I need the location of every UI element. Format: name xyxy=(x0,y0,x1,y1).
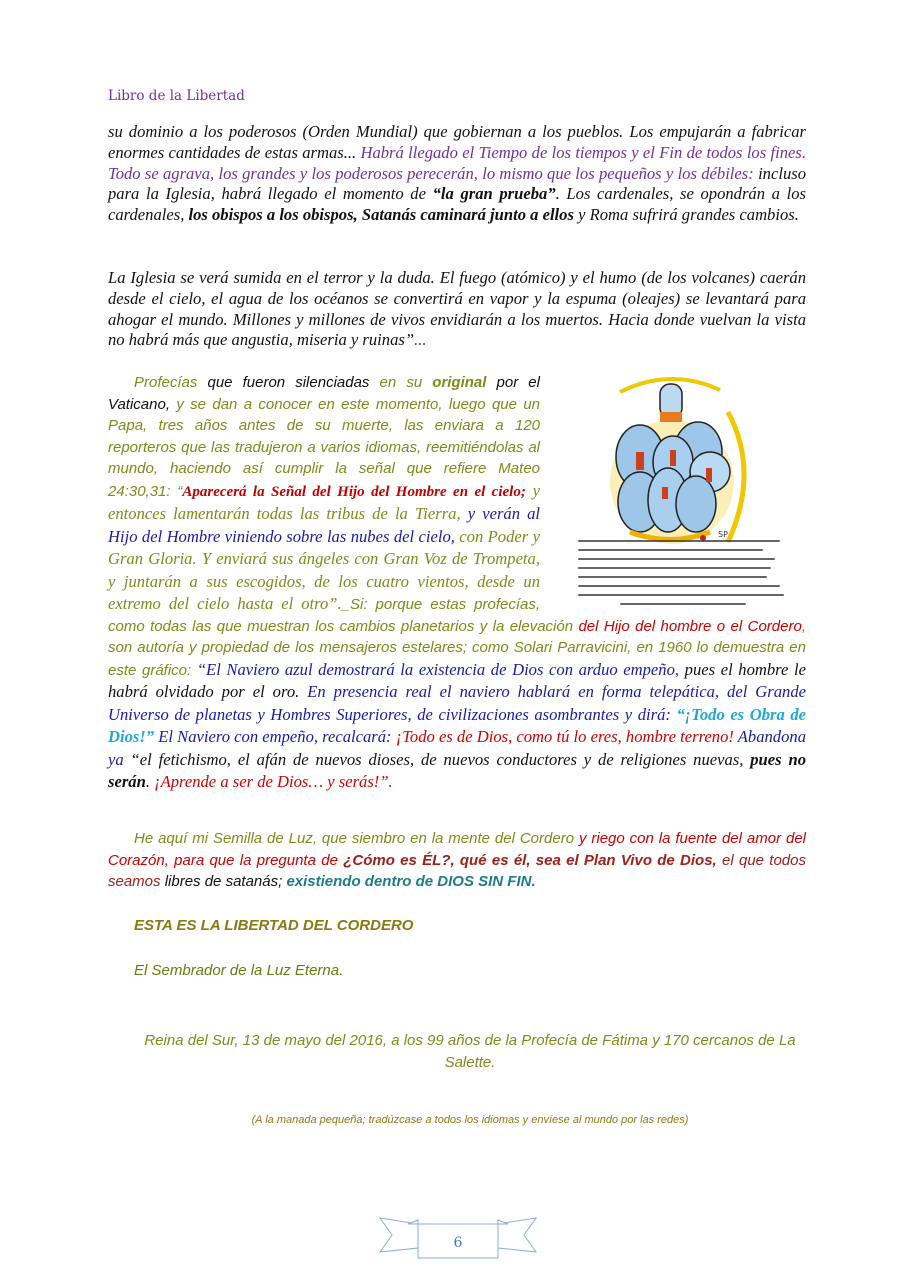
text-span-darkred: el que todos seamos xyxy=(108,851,806,890)
dateline: Reina del Sur, 13 de mayo del 2016, a los 99 años de la Profecía de Fátima y 170 cercanos de La Salette. xyxy=(144,1032,796,1071)
text-span-black: “el fetichismo, el afán de nuevos dioses, de nuevos conductores y de religiones nuevas, xyxy=(130,749,751,769)
text-span-black: libres de satanás; xyxy=(160,873,287,890)
text-span-darkred-bold: ¿Cómo es ÉL?, qué es él, sea el Plan Vivo de Dios, xyxy=(343,851,717,869)
text-span-olive-bold: original xyxy=(432,374,487,391)
text-span-blue: “El Naviero azul demostrará la existencia de Dios con arduo empeño, xyxy=(196,659,680,679)
paragraph-prophecy-continuation xyxy=(108,122,806,226)
footnote: (A la manada pequeña; tradúzcase a todos los idiomas y envíese al mundo por las redes) xyxy=(251,1114,689,1126)
author-signature: El Sembrador de la Luz Eterna. xyxy=(134,962,344,979)
text-span-olive: He aquí mi Semilla de Luz, que siembro en la mente del Cordero xyxy=(134,830,575,847)
text-span-red: del Hijo del hombre o el Cordero xyxy=(578,617,802,635)
text-span-bold: “la gran prueba” xyxy=(432,184,556,204)
text-span-olive: Profecías xyxy=(134,374,198,391)
svg-text:SP: SP xyxy=(718,530,728,539)
text-span-black: por el Vaticano, xyxy=(108,374,540,413)
text-span-olive: , son autoría y propiedad de los mensajeros estelares; como Solari Parravicini, en 1960 lo demuestra en este gráfico: xyxy=(108,617,806,679)
text-span-olive: con Poder y Gran Gloria. Y enviará sus ángeles con Gran Voz de Trompeta, y juntarán a sus escogidos, de los cuatro vientos, desde un extremo del cielo hasta el otro”. xyxy=(108,526,540,613)
text-span-black-bold: pues no serán xyxy=(108,749,806,791)
paragraph-church-terror xyxy=(108,268,806,351)
motto: ESTA ES LA LIBERTAD DEL CORDERO xyxy=(134,917,414,934)
text-span-purple: Habrá llegado el Tiempo de los tiempos y el Fin de todos los fines. Todo se agrava, los grandes y los poderosos perecerán, lo mismo que los pequeños y los débiles: xyxy=(108,142,806,183)
text-span: . Los cardenales, se opondrán a los cardenales, xyxy=(108,184,806,225)
text-span-cyan-bold: “¡Todo es Obra de Dios!” xyxy=(108,704,806,746)
text-span-olive: _Si: porque estas profecías, como todas las que muestran los cambios planetarios y la elevación xyxy=(108,596,579,635)
paragraph-silenced-prophecies xyxy=(108,372,806,794)
text-span: y Roma sufrirá grandes cambios. xyxy=(573,205,799,225)
text-span-olive: y se dan a conocer en este momento, luego que un Papa, tres años antes de su muerte, las enviara a 120 reporteros que las tradujeron a varios idiomas, reemitiéndolas al mundo, haciendo así cumplir la señal que refiere Mateo 24:30,31: “ xyxy=(108,395,540,500)
parravicini-drawing xyxy=(560,372,806,614)
text-span-blue: Abandona ya xyxy=(108,727,806,769)
text-span-black: pues el hombre le habrá olvidado por el oro. xyxy=(108,659,806,701)
ellipsis: ... xyxy=(414,330,427,350)
text-span-red: ¡Aprende a ser de Dios… y serás!”. xyxy=(154,772,393,791)
text-span-blue: En presencia real el naviero hablará en forma telepática, del Grande Universo de planetas y Hombres Superiores, de civilizaciones asombrantes y dirá: xyxy=(108,682,806,724)
paragraph-seed-of-light xyxy=(108,828,806,893)
text-span-black: . xyxy=(145,772,155,791)
text-span-black: que fueron silenciadas xyxy=(197,374,380,391)
text-span-teal-bold: existiendo dentro de DIOS SIN FIN. xyxy=(286,873,536,890)
text-span: incluso para la Iglesia, habrá llegado el momento de xyxy=(108,163,806,204)
running-header: Libro de la Libertad xyxy=(108,88,245,104)
text-span-red-bold: Aparecerá la Señal del Hijo del Hombre en el cielo; xyxy=(182,483,526,500)
page-number: 6 xyxy=(453,1235,463,1251)
text-span-olive: y entonces lamentarán todas las tribus de la Tierra, xyxy=(108,480,540,523)
text-span-blue: y verán al Hijo del Hombre viniendo sobre las nubes del cielo, xyxy=(108,504,541,546)
text-span-olive: en su xyxy=(379,374,433,391)
text-span-blue: El Naviero con empeño, recalcará: xyxy=(154,727,396,746)
text-span-bold: los obispos a los obispos, Satanás caminará junto a ellos xyxy=(188,205,574,225)
page-number-ribbon xyxy=(378,1216,538,1260)
text-span: su dominio a los poderosos (Orden Mundial) que gobiernan a los pueblos. Los empujarán a fabricar enormes cantidades de estas armas... xyxy=(108,122,806,162)
text-span-red: y riego con la fuente del amor del Corazón, para que la pregunta de xyxy=(108,830,807,869)
text-span: La Iglesia se verá sumida en el terror y la duda. El fuego (atómico) y el humo (de los volcanes) caerán desde el cielo, el agua de los océanos se convertirá en vapor y la espuma (oleajes) se levantará para ahogar el mundo. Millones y millones de vivos envidiarán a los muertos. Hacia donde vuelvan la vista no habrá más que angustia, miseria y ruinas” xyxy=(108,268,806,350)
handwritten-caption xyxy=(578,540,788,612)
text-span-red: ¡Todo es de Dios, como tú lo eres, hombre terreno! xyxy=(395,727,734,746)
